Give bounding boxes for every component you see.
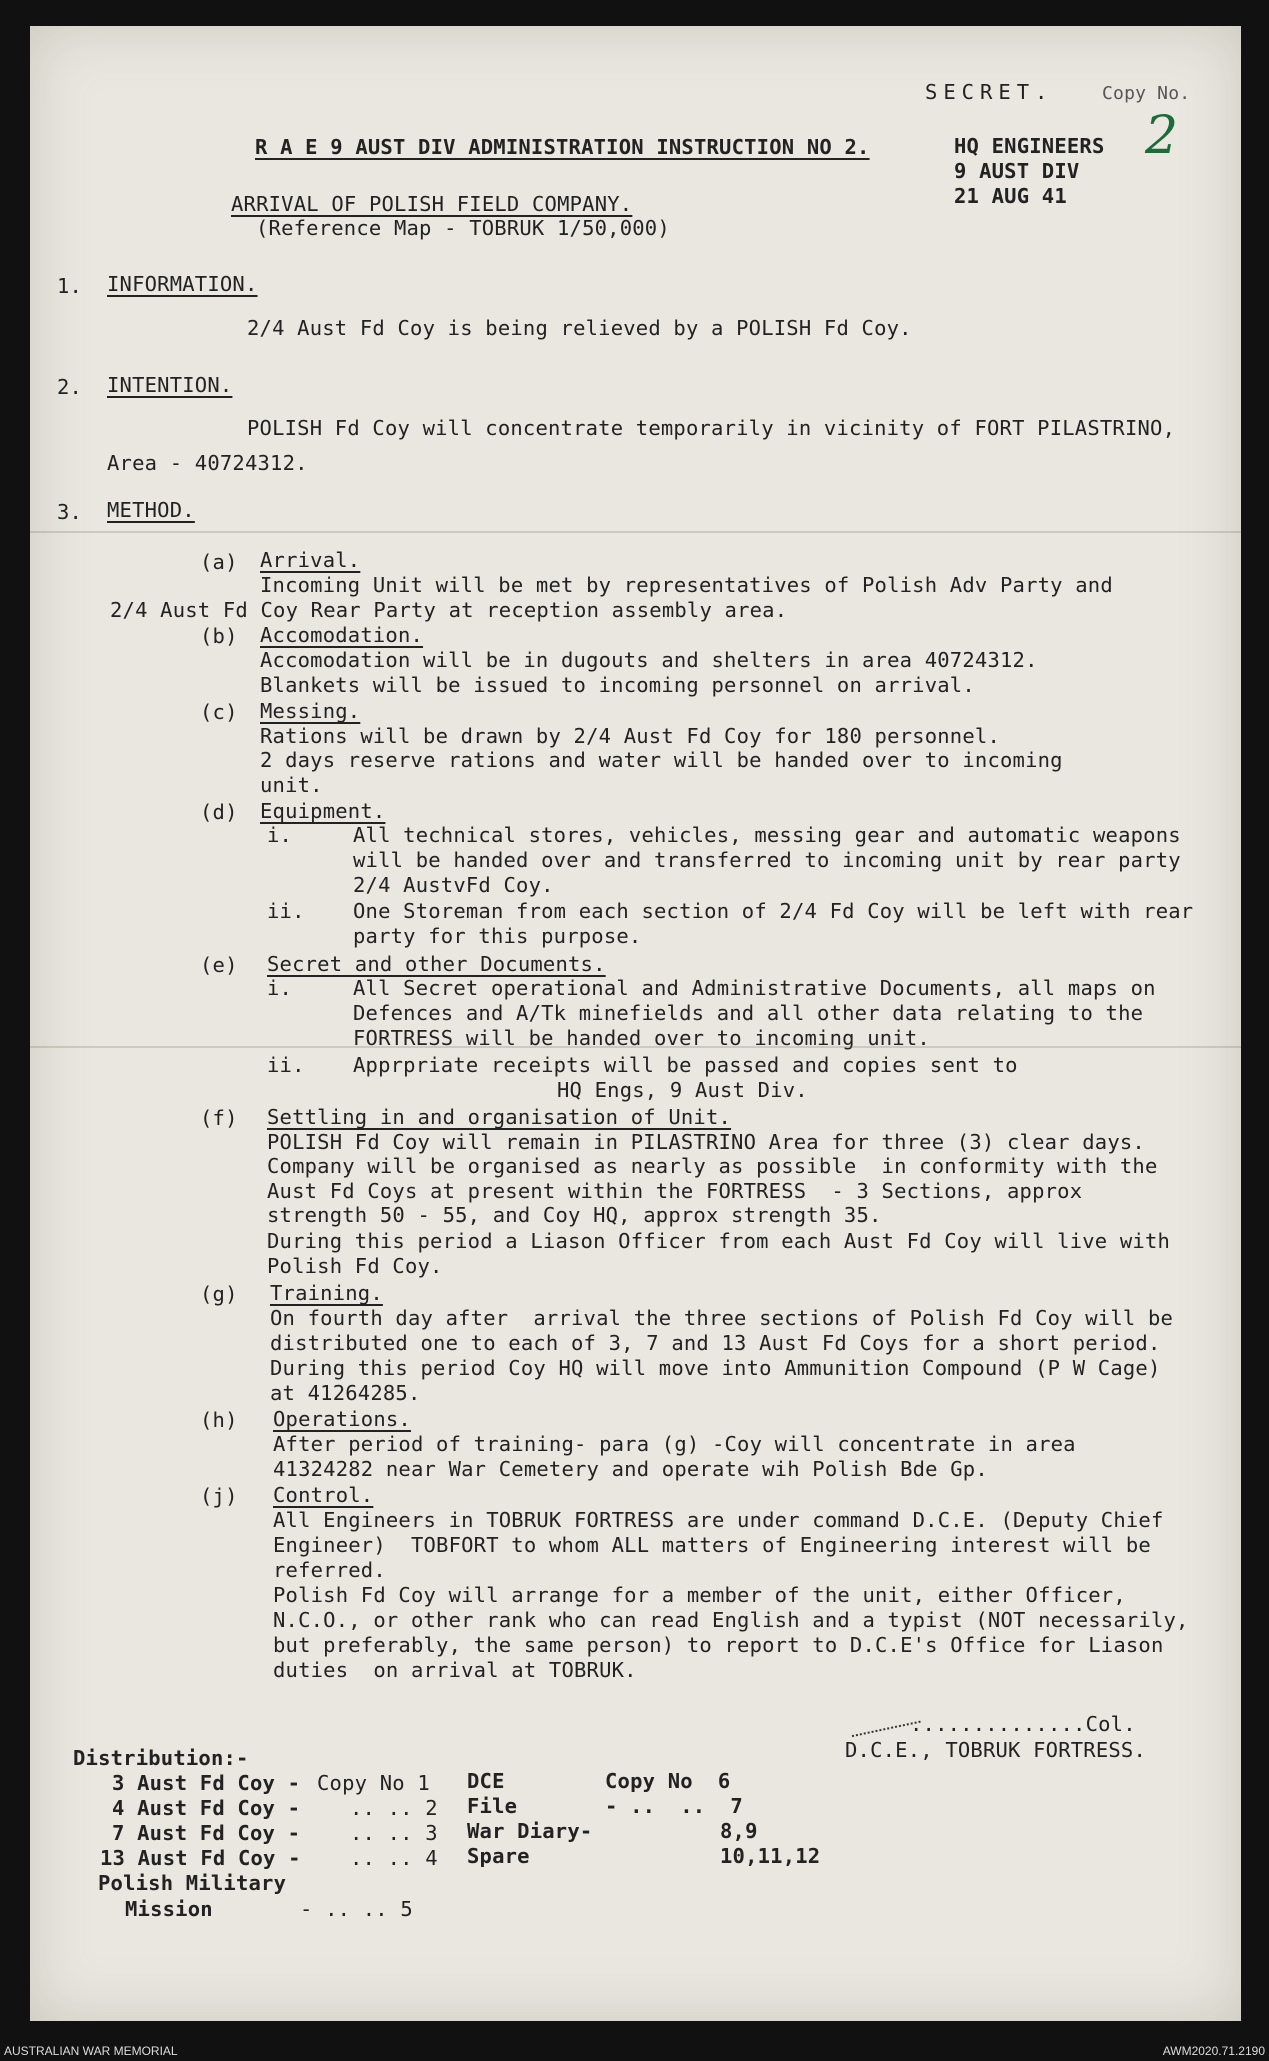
section-3-heading: METHOD. (107, 498, 195, 522)
para-d-ii-number: ii. (267, 899, 305, 923)
para-h-title: Operations. (273, 1407, 411, 1431)
distribution-unit: Spare (467, 1844, 530, 1868)
para-g-letter: (g) (200, 1282, 238, 1306)
para-f-line: POLISH Fd Coy will remain in PILASTRINO Area for three (3) clear days. (267, 1130, 1145, 1154)
para-f-line: Company will be organised as nearly as possible in conformity with the (267, 1154, 1158, 1178)
section-2-heading: INTENTION. (107, 373, 233, 397)
para-a-letter: (a) (200, 550, 238, 574)
section-1-heading: INFORMATION. (107, 272, 258, 296)
para-f-title: Settling in and organisation of Unit. (267, 1105, 732, 1129)
para-g-line: On fourth day after arrival the three sections of Polish Fd Coy will be (270, 1306, 1174, 1330)
para-e-ii-line: Apprpriate receipts will be passed and copies sent to (353, 1053, 1018, 1077)
hq-line-1: HQ ENGINEERS (954, 134, 1105, 158)
para-e-i-line: FORTRESS will be handed over to incoming unit. (353, 1026, 930, 1050)
distribution-unit: War Diary- (467, 1819, 593, 1843)
para-f-line: During this period a Liason Officer from each Aust Fd Coy will live with (267, 1229, 1171, 1253)
para-d-i-line: 2/4 AustvFd Coy. (353, 873, 554, 897)
para-e-ii-line: HQ Engs, 9 Aust Div. (557, 1078, 808, 1102)
para-e-ii-number: ii. (267, 1053, 305, 1077)
copy-number-handwritten: 2 (1145, 106, 1179, 166)
para-c-title: Messing. (260, 699, 361, 723)
reference-map: (Reference Map - TOBRUK 1/50,000) (256, 216, 670, 240)
distribution-copy: 10,11,12 (720, 1844, 821, 1868)
section-2-line-2: Area - 40724312. (107, 451, 308, 475)
distribution-copy: 8,9 (720, 1819, 758, 1843)
para-e-i-number: i. (267, 976, 293, 1000)
section-3-number: 3. (57, 500, 83, 524)
distribution-copy: .. .. 2 (350, 1796, 438, 1820)
distribution-unit: File (467, 1794, 518, 1818)
subject-title: ARRIVAL OF POLISH FIELD COMPANY. (231, 192, 633, 216)
distribution-copy: - .. .. 5 (300, 1897, 413, 1921)
para-d-title: Equipment. (260, 799, 386, 823)
hq-line-2: 9 AUST DIV (954, 159, 1080, 183)
distribution-unit: DCE (467, 1769, 505, 1793)
section-2-line-1: POLISH Fd Coy will concentrate temporarily in vicinity of FORT PILASTRINO, (247, 416, 1176, 440)
para-j-line: Polish Fd Coy will arrange for a member of the unit, either Officer, (273, 1583, 1126, 1607)
para-j-line: duties on arrival at TOBRUK. (273, 1658, 637, 1682)
para-g-line: During this period Coy HQ will move into Ammunition Compound (P W Cage) (270, 1356, 1161, 1380)
distribution-copy: .. .. 3 (350, 1821, 438, 1845)
para-b-line: Accomodation will be in dugouts and shelters in area 40724312. (260, 648, 1038, 672)
para-j-line: All Engineers in TOBRUK FORTRESS are under command D.C.E. (Deputy Chief (273, 1508, 1164, 1532)
para-d-i-line: All technical stores, vehicles, messing gear and automatic weapons (353, 823, 1181, 847)
distribution-unit: Polish Military (98, 1871, 287, 1895)
para-f-line: Aust Fd Coys at present within the FORTRESS - 3 Sections, approx (267, 1179, 1083, 1203)
para-g-line: at 41264285. (270, 1381, 421, 1405)
signature-title: D.C.E., TOBRUK FORTRESS. (845, 1738, 1147, 1762)
para-c-line: Rations will be drawn by 2/4 Aust Fd Coy for 180 personnel. (260, 724, 1000, 748)
document-page (30, 26, 1241, 2021)
para-a-line: 2/4 Aust Fd Coy Rear Party at reception assembly area. (110, 598, 788, 622)
para-b-title: Accomodation. (260, 623, 424, 647)
para-d-ii-line: party for this purpose. (353, 924, 642, 948)
para-d-i-number: i. (267, 823, 293, 847)
para-c-line: unit. (260, 773, 323, 797)
para-g-line: distributed one to each of 3, 7 and 13 Aust Fd Coys for a short period. (270, 1331, 1161, 1355)
para-f-letter: (f) (200, 1106, 238, 1130)
archive-footer (0, 2041, 1269, 2061)
para-e-i-line: Defences and A/Tk minefields and all other data relating to the (353, 1001, 1144, 1025)
para-g-title: Training. (270, 1281, 383, 1305)
footer-accession-number: AWM2020.71.2190 (1162, 2044, 1265, 2058)
para-h-line: After period of training- para (g) -Coy will concentrate in area (273, 1432, 1076, 1456)
para-c-line: 2 days reserve rations and water will be handed over to incoming (260, 748, 1063, 772)
para-c-letter: (c) (200, 700, 238, 724)
para-j-line: referred. (273, 1558, 386, 1582)
para-j-line: Engineer) TOBFORT to whom ALL matters of Engineering interest will be (273, 1533, 1151, 1557)
para-j-line: but preferably, the same person) to report to D.C.E's Office for Liason (273, 1633, 1164, 1657)
para-f-line: Polish Fd Coy. (267, 1254, 443, 1278)
distribution-copy: Copy No 1 (317, 1771, 430, 1795)
section-1-number: 1. (57, 274, 83, 298)
para-a-title: Arrival. (260, 548, 361, 572)
para-h-line: 41324282 near War Cemetery and operate wih Polish Bde Gp. (273, 1457, 988, 1481)
footer-institution: AUSTRALIAN WAR MEMORIAL (4, 2044, 178, 2058)
para-d-ii-line: One Storeman from each section of 2/4 Fd Coy will be left with rear (353, 899, 1194, 923)
section-1-text: 2/4 Aust Fd Coy is being relieved by a POLISH Fd Coy. (247, 316, 912, 340)
para-b-line: Blankets will be issued to incoming personnel on arrival. (260, 673, 975, 697)
signature-col: ..............Col. (910, 1712, 1136, 1736)
para-j-title: Control. (273, 1483, 374, 1507)
para-d-letter: (d) (200, 800, 238, 824)
para-j-line: N.C.O., or other rank who can read English and a typist (NOT necessarily, (273, 1608, 1189, 1632)
para-a-line: Incoming Unit will be met by representatives of Polish Adv Party and (260, 573, 1113, 597)
distribution-unit: 3 Aust Fd Coy - (112, 1771, 301, 1795)
para-d-i-line: will be handed over and transferred to incoming unit by rear party (353, 848, 1181, 872)
para-e-i-line: All Secret operational and Administrative Documents, all maps on (353, 976, 1156, 1000)
distribution-copy: .. .. 4 (350, 1846, 438, 1870)
copy-no-label: Copy No. (1102, 83, 1191, 104)
para-e-title: Secret and other Documents. (267, 952, 606, 976)
para-f-line: strength 50 - 55, and Coy HQ, approx strength 35. (267, 1203, 882, 1227)
section-2-number: 2. (57, 375, 83, 399)
distribution-heading: Distribution:- (73, 1746, 249, 1770)
distribution-copy: Copy No 6 (605, 1769, 731, 1793)
secret-marking: SECRET. (925, 80, 1054, 104)
distribution-unit: 13 Aust Fd Coy - (100, 1846, 301, 1870)
distribution-copy: - .. .. 7 (605, 1794, 743, 1818)
distribution-unit: 7 Aust Fd Coy - (112, 1821, 301, 1845)
distribution-unit: Mission (125, 1897, 213, 1921)
document-date: 21 AUG 41 (954, 184, 1067, 208)
para-h-letter: (h) (200, 1408, 238, 1432)
para-e-letter: (e) (200, 953, 238, 977)
document-title: R A E 9 AUST DIV ADMINISTRATION INSTRUCTION NO 2. (255, 135, 870, 159)
para-b-letter: (b) (200, 624, 238, 648)
para-j-letter: (j) (200, 1484, 238, 1508)
distribution-unit: 4 Aust Fd Coy - (112, 1796, 301, 1820)
